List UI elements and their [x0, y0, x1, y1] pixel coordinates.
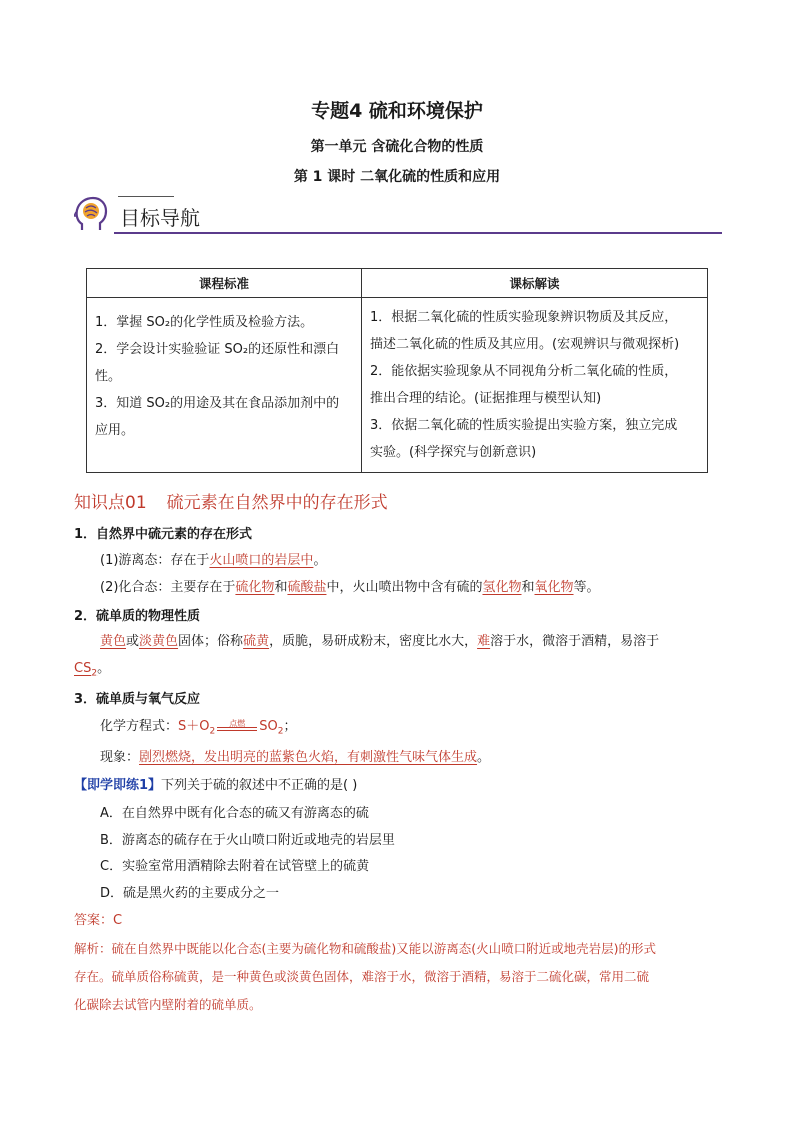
standards-cell	[87, 298, 362, 473]
table-header-interpretation: 课标解读	[362, 269, 708, 298]
reaction-arrow	[217, 718, 257, 731]
free-state-answer: 火山喷口的岩层中	[209, 553, 314, 568]
standard-line: 应用。	[95, 423, 135, 438]
unit-title: 第一单元 含硫化合物的性质	[310, 139, 484, 155]
cs2-subscript: 2	[91, 668, 98, 679]
combined-prefix: (2)化合态：主要存在于	[100, 580, 236, 595]
answer-line: 答案：C	[74, 913, 123, 928]
free-state-prefix: (1)游离态：存在于	[100, 553, 210, 568]
reaction-condition: 点燃	[229, 718, 246, 728]
standards-table	[86, 268, 708, 473]
combined-answer-1: 硫化物	[235, 580, 275, 595]
standard-line: 2．学会设计实验验证 SO₂的还原性和漂白	[95, 342, 340, 357]
standard-line: 性。	[95, 369, 122, 384]
prop-text-1: 或	[126, 634, 140, 649]
phenomenon-end: 。	[477, 750, 491, 765]
prop-answer-1: 黄色	[100, 634, 127, 649]
section-3-heading: 3．硫单质与氧气反应	[74, 692, 201, 707]
interpretation-line: 实验。(科学探究与创新意识)	[370, 445, 537, 460]
equation-line	[100, 717, 296, 742]
target-navigation-header	[74, 194, 722, 238]
combined-end: 等。	[573, 580, 600, 595]
equation-label: 化学方程式：	[100, 719, 179, 734]
option-a: A．在自然界中既有化合态的硫又有游离态的硫	[100, 806, 369, 821]
option-b: B．游离态的硫存在于火山喷口附近或地壳的岩层里	[100, 833, 395, 848]
combined-and-2: 和	[521, 580, 535, 595]
option-c: C．实验室常用酒精除去附着在试管壁上的硫黄	[100, 859, 370, 874]
table-header-standard: 课程标准	[87, 269, 362, 298]
nav-divider	[114, 232, 722, 234]
equation-left-sub: 2	[209, 726, 216, 737]
cs2-formula	[74, 661, 98, 679]
prop-answer-2: 淡黄色	[139, 634, 179, 649]
interpretation-line: 1．根据二氧化硫的性质实验现象辨识物质及其反应，	[370, 310, 678, 325]
section-2-heading: 2．硫单质的物理性质	[74, 609, 201, 624]
combined-and: 和	[274, 580, 288, 595]
brain-head-icon	[74, 196, 108, 234]
standard-line: 3．知道 SO₂的用途及其在食品添加剂中的	[95, 396, 340, 411]
phenomenon-line	[100, 748, 490, 768]
standard-line: 1．掌握 SO₂的化学性质及检验方法。	[95, 315, 314, 330]
exercise-tag: 【即学即练1】	[74, 778, 162, 793]
prop-end: 。	[97, 661, 111, 676]
prop-answer-3: 硫黄	[243, 634, 270, 649]
topic-title: 专题4 硫和环境保护	[311, 100, 483, 122]
nav-top-rule	[118, 196, 174, 197]
interpretation-cell	[362, 298, 708, 473]
free-state-line	[100, 551, 326, 571]
interpretation-line: 3．依据二氧化硫的性质实验提出实验方案，独立完成	[370, 418, 678, 433]
knowledge-point-number: 知识点01	[74, 493, 147, 513]
phenomenon-label: 现象：	[100, 750, 140, 765]
combined-answer-2: 硫酸盐	[287, 580, 327, 595]
prop-text-3: ，质脆，易研成粉末，密度比水大，	[269, 634, 478, 649]
equation-left-text: S＋O	[178, 719, 210, 734]
option-d: D．硫是黑火药的主要成分之一	[100, 886, 280, 901]
prop-text-4: 溶于水，微溶于酒精，易溶于	[490, 634, 660, 649]
combined-mid: 中，火山喷出物中含有硫的	[326, 580, 483, 595]
combined-answer-3: 氢化物	[482, 580, 522, 595]
prop-text-2: 固体；俗称	[178, 634, 244, 649]
phenomenon-answer: 剧烈燃烧，发出明亮的蓝紫色火焰，有刺激性气味气体生成	[139, 750, 478, 765]
equation-left	[178, 719, 216, 737]
equation-end: ；	[283, 719, 297, 734]
prop-answer-4: 难	[477, 634, 491, 649]
equation-right-sub: 2	[277, 726, 284, 737]
equation-right	[259, 719, 284, 737]
equation-right-text: SO	[259, 719, 278, 734]
combined-answer-4: 氧化物	[534, 580, 574, 595]
nav-label: 目标导航	[120, 206, 200, 230]
interpretation-line: 推出合理的结论。(证据推理与模型认知)	[370, 391, 602, 406]
physical-properties-line	[100, 632, 722, 652]
free-state-suffix: 。	[313, 553, 327, 568]
knowledge-point-title	[74, 488, 388, 513]
exercise-question-text: 下列关于硫的叙述中不正确的是( )	[161, 778, 358, 793]
combined-state-line	[100, 578, 600, 598]
interpretation-line: 描述二氧化硫的性质及其应用。(宏观辨识与微观探析)	[370, 337, 680, 352]
section-1-heading: 1．自然界中硫元素的存在形式	[74, 527, 253, 542]
physical-properties-line-2	[74, 659, 110, 684]
lesson-title: 第 1 课时 二氧化硫的性质和应用	[293, 169, 501, 185]
cs2-text: CS	[74, 661, 92, 676]
analysis-line-3: 化碳除去试管内壁附着的硫单质。	[74, 997, 262, 1012]
knowledge-point-name: 硫元素在自然界中的存在形式	[166, 493, 388, 513]
exercise-question	[74, 776, 357, 796]
interpretation-line: 2．能依据实验现象从不同视角分析二氧化硫的性质，	[370, 364, 678, 379]
analysis-line-1: 解析：硫在自然界中既能以化合态(主要为硫化物和硫酸盐)又能以游离态(火山喷口附近或地壳岩层)的形式	[74, 941, 657, 956]
analysis-line-2: 存在。硫单质俗称硫黄，是一种黄色或淡黄色固体，难溶于水，微溶于酒精，易溶于二硫化碳，常用二硫	[74, 969, 650, 984]
